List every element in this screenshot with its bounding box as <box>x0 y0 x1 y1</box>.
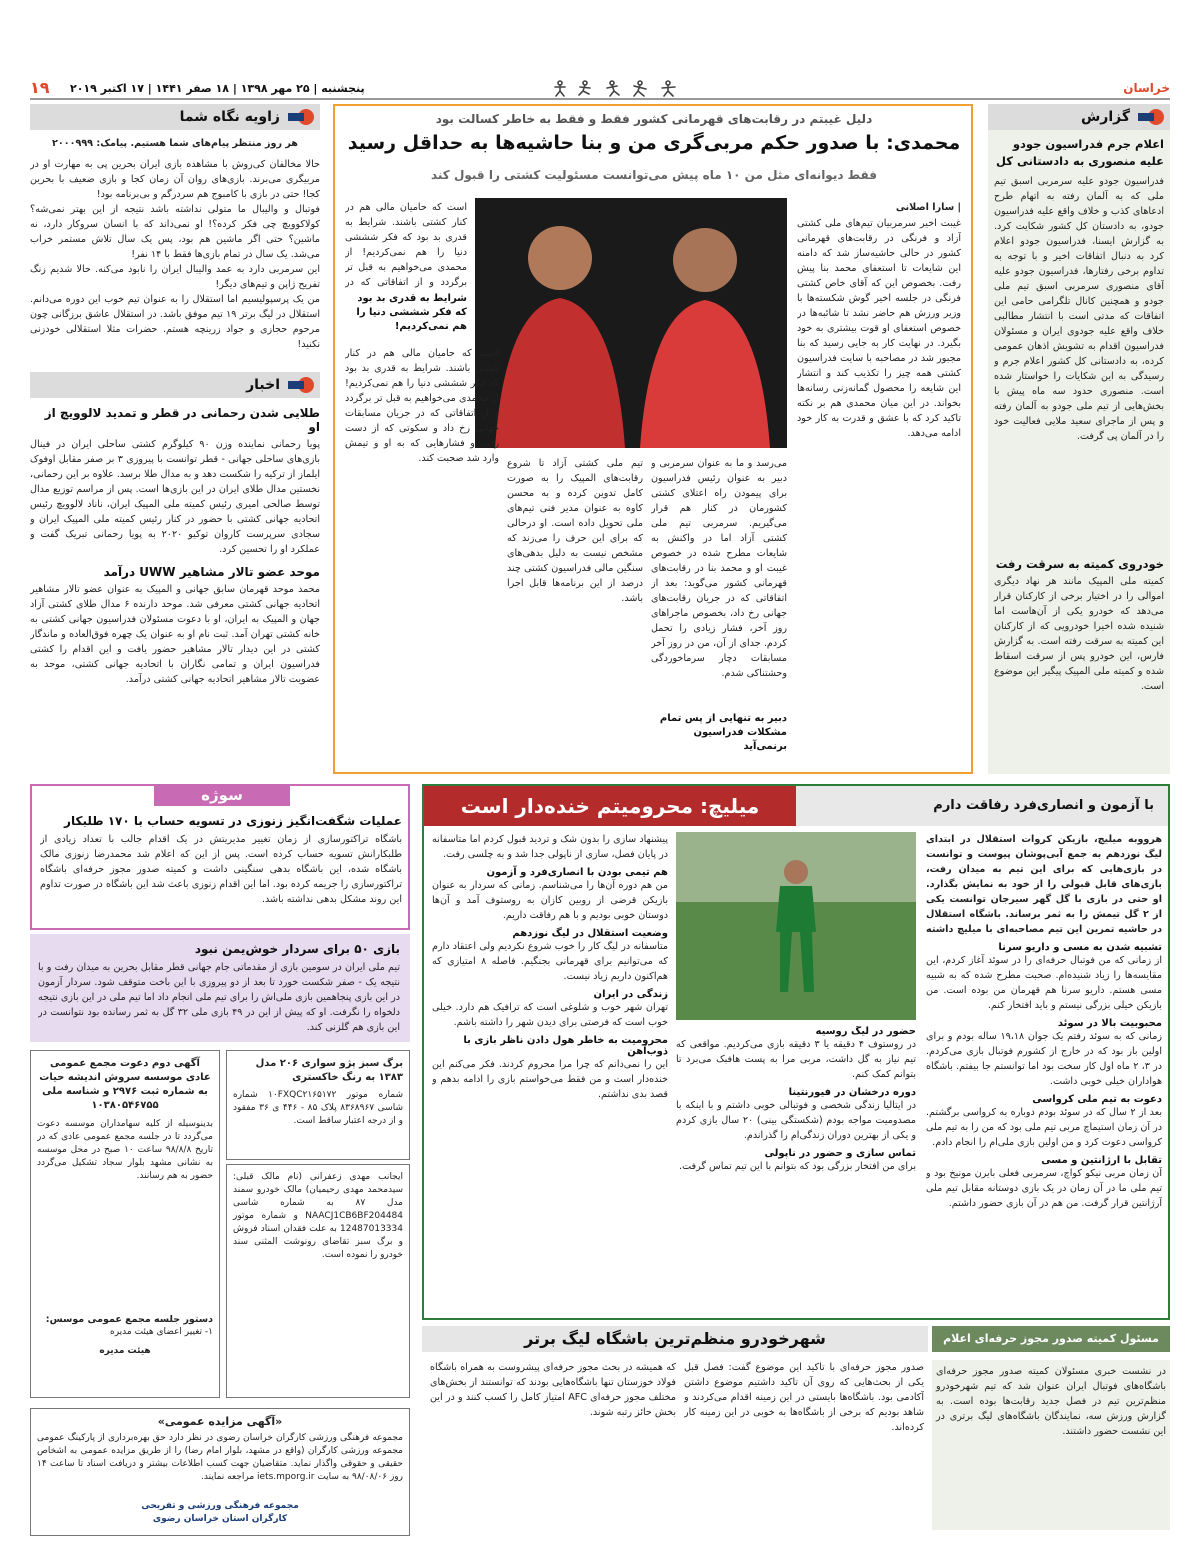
melich-title-bar <box>424 786 796 826</box>
melich-left-a1: من هم دوره آن‌ها را می‌شناسم. زمانی که سردار به عنوان بازیکن قرضی از روبین کازان به روستوف آمد و آن‌ها دوستان خوبی بودیم و با هم رفاقت داریم. <box>432 880 668 921</box>
feature-col-1: غیبت اخیر سرمربیان تیم‌های ملی کشتی آزاد و فرنگی در رقابت‌های قهرمانی کشور در حالی حاشیه‌ساز شد که دامنه این شایعات تا استعفای محمد بنا پیش رفت. بخصوص این که آقای خاص کشتی فرنگی در جلسه اخیر گوش شکسته‌ها با وزیر ورزش هم حاضر نشد تا شائبه‌ها در خصوص استعفای او قوت بیشتری به خود بگیرد. در نهایت کار به جایی رسید که بنا مجبور شد در مصاحبه با سایت فدراسیون کشتی همه چیز را تکذیب کند و انتشار این شایعه را محصول گمانه‌زنی رسانه‌ها بخواند. در این میان محمدی هم بر نکته تاکید کرد که با عشق و قدرت به کار خود ادامه می‌دهد. <box>797 218 961 439</box>
point-of-view-box <box>30 104 320 366</box>
melich-left-q2: وضعیت استقلال در لیگ نوزدهم <box>512 928 668 939</box>
melich-left-a4: این را نمی‌دانم که چرا مرا محروم کردند. فکر می‌کنم این خنده‌دار است و من فقط می‌خواستم بازی را ادامه بدهم و قصد بدی نداشتم. <box>432 1059 668 1100</box>
brand-logo <box>1092 78 1170 98</box>
news-item-2-title: موحد عضو تالار مشاهیر UWW درآمد <box>103 565 320 579</box>
notice-auction <box>30 1408 410 1536</box>
melich-left-q4: محرومیت به خاطر هول دادن ناظر بازی با ذوب‌آهن <box>463 1035 668 1057</box>
speech-logo-icon <box>286 108 314 126</box>
point-of-view-intro: هر روز منتظر پیام‌های شما هستیم. پیامک: ۲۰۰۰۹۹۹ <box>52 138 298 149</box>
feature-col-2: می‌رسد و ما به عنوان سرمربی و دبیر به عنوان رئیس فدراسیون برای پیمودن راه اعتلای کشتی کشورمان در کنار هم قرار می‌گیریم. سرمربی تیم ملی کشتی آزاد اما در واکنش به شایعات مطرح شده در خصوص غیبت او و محمد بنا در رقابت‌های قهرمانی کشور می‌گوید: بعد از اتفاقاتی که در جریان رقابت‌های جهانی رخ داد، بخصوص ماجراهای روز آخر، فشار زیادی را تحمل کردم. جدای از آن، من در روز آخر مسابقات دچار سرماخوردگی وحشتناکی شدم. <box>651 458 787 679</box>
melich-kicker-bar <box>796 786 1168 826</box>
news-box <box>30 372 320 772</box>
speech-logo-icon <box>286 376 314 394</box>
soozheh-sub-title: بازی ۵۰ برای سردار خوش‌یمن نبود <box>194 942 400 956</box>
coaches-photo <box>475 198 787 448</box>
notice-auction-org: مجموعه فرهنگی ورزشی و تفریحی <box>141 1501 299 1511</box>
shahr-khodro-col-3: که همیشه در بحث مجوز حرفه‌ای پیشروست به همراه باشگاه فولاد خوزستان تنها باشگاه‌هایی بودند که توانستند از بخش‌های مختلف مجوز حرفه‌ای AFC امتیاز کامل را کسب کنند و در این بخش حائز رتبه شوند. <box>430 1362 676 1418</box>
sport-pictogram-strip <box>550 79 690 97</box>
report-body: فدراسیون جودو علیه سرمربی اسبق تیم ملی که به آلمان رفته به اتهام طرح ادعاهای کذب و خلاف واقع علیه فدراسیون جودو، به دادستان کل کشور شکایت کرد. به گزارش ایسنا، فدراسیون جودو اعلام کرد به دنبال اتفاقات اخیر و با توجه به تداوم برخی رفتارها، فدراسیون جودو علیه آقای منصوری سرمربی اسبق تیم ملی جودو و همچنین کانال تلگرامی حامی این اتفاقات که مدتی است با انتشار مطالبی خلاف واقع علیه جودوی ایران و مسئولان فدراسیون اقدام به تشویش اذهان عمومی کرده، به دادستانی کل کشور اعلام جرم و رسیدگی به این شکایات را خواستار شده است. منصوری حدود سه ماه پیش با بخش‌هایی از تیم ملی جودو به آلمان رفته و پس از ماجرای سعید ملایی فعالیت خود را در آلمان پی گرفت. <box>994 176 1164 442</box>
melich-q3: دعوت به تیم ملی کرواسی <box>1032 1094 1162 1105</box>
melich-interview <box>422 784 1170 1320</box>
melich-left-q1: هم تیمی بودن با انصاری‌فرد و آزمون <box>486 867 668 878</box>
melich-left-a2: متاسفانه در لیگ کار را خوب شروع نکردیم ولی اعتقاد دارم که می‌توانیم برای قهرمانی بجنگیم. فاصله ۸ امتیازی که هم‌اکنون داریم زیاد نیست. <box>432 941 668 982</box>
melich-title: میلیچ: محرومیتم خنده‌دار است <box>460 794 760 818</box>
feature-title: محمدی: با صدور حکم مربی‌گری من و بنا حاشیه‌ها به حداقل رسید <box>347 132 961 154</box>
melich-mid-q3: تماس سازی و حضور در ناپولی <box>764 1148 916 1159</box>
soozheh-body: باشگاه تراکتورسازی از زمان تغییر مدیریتش در یک اقدام جالب با تعداد زیادی از طلبکارانش تسویه حساب کرده است. پس از این که اعلام شد محمدرضا زنوزی مالک باشگاه شده، این باشگاه بدهی سنگینی داشت و کمیته صدور مجوز حرفه‌ای باشگاه تراکتورسازی را جریمه کرده بود. اما این اقدام زنوزی باعث شد این باشگاه در صورت تداوم این روند مشکل بدهی نداشته باشد. <box>40 834 402 905</box>
melich-mid-a1: در روستوف ۴ دقیقه یا ۳ دقیقه بازی می‌کردیم. مواقعی که تیم نیاز به گل داشت، مربی مرا به پست هافبک می‌برد تا بتوانم کمک کنم. <box>676 1039 916 1080</box>
melich-a2: زمانی که به سوئد رفتم یک جوان ۱۹،۱۸ ساله بودم و برای اولین بار بود که در خارج از کشورم فوتبال بازی می‌کردم. در ۳، ۲ ماه اول کار سخت بود اما توانستم جا بیفتم. باشگاه هواداران خیلی خوبی داشت. <box>926 1031 1162 1087</box>
feature-bold-2: دبیر به تنهایی از پس تمام مشکلات فدراسیون برنمی‌آید <box>659 713 787 752</box>
melich-left-a3: تهران شهر خوب و شلوغی است که ترافیک هم دارد. خیلی خوب است که فرصتی برای دیدن شهر را داشته باشم. <box>432 1002 668 1028</box>
shahr-khodro-col-1: در نشست خبری مسئولان کمیته صدور مجوز حرفه‌ای باشگاه‌های فوتبال ایران عنوان شد که تیم شهرخودرو منظم‌ترین تیم در فصل جدید رقابت‌ها بوده است. به گزارش ورزش سه، نمایندگان باشگاه‌های لیگ برتری در این نشست حضور داشتند. <box>932 1360 1170 1530</box>
feature-bold-quote: شرایط به قدری بد بود که فکر شششی دنیا را هم نمی‌کردیم! <box>356 293 467 332</box>
notice-car-title: برگ سبز پژو سواری ۲۰۶ مدل ۱۳۸۳ به رنگ خاکستری <box>255 1058 403 1083</box>
notice-assembly-title: آگهی دوم دعوت مجمع عمومی عادی موسسه سروش اندیشه حیات به شماره ثبت ۲۹۷۶ و شناسه ملی ۱۰۳۸۰۵۴۶۷۵۵ <box>39 1058 211 1111</box>
feature-deck: فقط دیوانه‌ای مثل من ۱۰ ماه پیش می‌توانست مسئولیت کشتی را قبول کند <box>430 168 878 182</box>
news-item-1-body: پویا رحمانی نماینده وزن ۹۰ کیلوگرم کشتی ساحلی ایران در فینال بازی‌های ساحلی جهانی - قطر توانست با پیروزی ۳ بر صفر مقابل اوفوک ایلماز از ترکیه را شکست دهد و به مدال طلا برسد. علاوه بر این رحمانی، نخستین مدال طلای ایران در این بازی‌ها است. پس از مراسم توزیع مدال توسط صالحی امیری رئیس کمیته ملی المپیک ایران، ناناد لالوویچ رئیس اتحادیه جهانی کشتی با حضور در کنار رئیس کمیته ملی المپیک ایران و سجادی سرپرست کاروان توکیو ۲۰۲۰ به پویا رحمانی تبریک گفت و عملکرد او را تحسین کرد. <box>30 439 320 555</box>
melich-col-right <box>926 832 1162 1316</box>
melich-mid-a2: در ایتالیا زندگی شخصی و فوتبالی خوبی داشتم و با اینکه با مصدومیت مواجه بودم (شکستگی بینی) ۲۰ سال بازی کردم و یکی از بهترین دوران زندگی‌ام را گذراندم. <box>676 1100 916 1141</box>
feature-col-4: است که حامیان مالی هم در کنار کشتی باشند. شرایط به قدری بد بود که فکر شششی دنیا را هم نمی‌کردیم! از محمدی می‌خواهیم به قبل تر برگردد و از اتفاقاتی که در <box>345 202 467 288</box>
notice-assembly <box>30 1050 220 1398</box>
pov-item-2: فوتبال و والیبال ما متولی نداشته باشد نتیجه از این بهتر نمی‌شه؟ کولاکوویچ چی فکر کرده؟! او نمی‌داند که با انسان سروکار دارد، نه ماشین؟ حتی اگر ماشین هم بود، پس یک سال تلاش مستمر خراب می‌شد. یک سال در تمام بازی‌ها فقط با ۱۴ نفر! <box>30 204 320 260</box>
melich-q1: تشبیه شدن به مسی و داریو سرنا <box>998 942 1162 953</box>
notice-auction-org-2: کارگران استان خراسان رضوی <box>152 1514 288 1524</box>
notice-assembly-item: ۱- تغییر اعضای هیئت مدیره <box>110 1327 213 1337</box>
notice-car <box>226 1050 410 1160</box>
melich-a3: بعد از ۲ سال که در سوئد بودم دوباره به کرواسی برگشتم. در آن زمان استیماچ مربی تیم ملی بود که من را به تیم ملی کرواسی دعوت کرد و من اولین بازی ملی‌ام را انجام دادم. <box>926 1107 1162 1148</box>
page-header <box>30 78 1170 100</box>
brand-name: خراسان <box>1123 81 1170 95</box>
soozheh-sub-box <box>30 934 410 1042</box>
melich-intro: هرووبه میلیچ، بازیکن کروات استقلال در ابتدای لیگ نوزدهم به جمع آبی‌پوشان پیوست و توانست در بازی‌هایی که برای این تیم به میدان رفت، بازی‌های قابل قبولی را از خود به نمایش بگذارد. او حتی در بازی با گل گهر سیرجان توانست یکی از ۲ گل تیمش را به ثمر برساند. باشگاه استقلال در حاشیه تمرین این تیم مصاحبه‌ای با میلیچ داشته <box>926 834 1162 935</box>
notice-auction-body: مجموعه فرهنگی ورزشی کارگران خراسان رضوی در نظر دارد حق بهره‌برداری از پارکینگ عمومی مجموعه ورزشی کارگران (واقع در مشهد، بلوار امام رضا) را از طریق مزایده عمومی به اشخاص حقیقی و حقوقی واگذار نماید. متقاضیان جهت کسب اطلاعات بیشتر و دریافت اسناد تا ساعت ۱۴ روز ۹۸/۰۸/۰۶ به سایت iets.mporg.ir مراجعه نمایند. <box>37 1433 403 1482</box>
melich-col-mid <box>676 1026 916 1316</box>
soozheh-box <box>30 784 410 930</box>
soozheh-label: سوژه <box>154 784 290 806</box>
page-number: ۱۹ <box>30 78 50 97</box>
feature-col-5: است که حامیان مالی هم در کنار کشتی باشند. شرایط به قدری بد بود که فکر شششی دنیا را هم نمی‌کردیم! از محمدی می‌خواهیم به قبل تر برگردد و از اتفاقاتی که در جریان مسابقات جهانی رخ داد و سکوتی که از دست رفت و فشارهایی که به او و تیمش وارد شد صحبت کند. <box>345 348 499 464</box>
melich-mid-q1: حضور در لیگ روسیه <box>815 1026 916 1037</box>
shahr-khodro-article <box>422 1326 1170 1536</box>
melich-photo <box>676 832 916 1020</box>
pov-item-1: حالا مخالفان کی‌روش با مشاهده بازی ایران بحرین پی به مهارت او در مربیگری می‌برند. بازی‌های روان آن زمان کجا و بازی ضعیف با بحرین کجا! حتی در بازی با کامبوج هم سردرگم و بی‌برنامه بود! <box>30 159 320 200</box>
melich-mid-a3: برای من افتخار بزرگی بود که بتوانم با این تیم تماس گرفت. <box>679 1161 916 1172</box>
issue-date: پنجشنبه | ۲۵ مهر ۱۳۹۸ | ۱۸ صفر ۱۴۴۱ | ۱۷ اکتبر ۲۰۱۹ <box>70 82 365 95</box>
melich-left-q3: زندگی در ایران <box>593 989 668 1000</box>
melich-col-left <box>432 832 668 1316</box>
melich-q2: محبوبیت بالا در سوئد <box>1057 1018 1162 1029</box>
shahr-khodro-title-bar <box>422 1326 928 1352</box>
report-label: گزارش <box>988 104 1170 130</box>
melich-kicker: با آزمون و انصاری‌فرد رفاقت دارم <box>933 798 1154 813</box>
notice-assembly-board: هیئت مدیره <box>99 1346 151 1356</box>
soozheh-title: عملیات شگفت‌انگیز زنوزی در تسویه حساب با ۱۷۰ طلبکار <box>64 814 402 828</box>
report-sub-title: خودروی کمیته به سرقت رفت <box>995 557 1164 571</box>
pov-item-4: من یک پرسپولیسیم اما استقلال را به عنوان تیم خوب این دوره می‌دانم. استقلال در لیگ برتر ۱۹ تیم موفق باشد. در استقلال عاشق برزگانی چون مرحوم حجازی و جواد زرینچه هستم. حضرات مثلا استقلالی خودزنی نکنید! <box>30 294 320 350</box>
notice-car-2 <box>226 1164 410 1398</box>
feature-col-3: تیم ملی کشتی آزاد تا شروع رقابت‌های المپیک را به صورت کامل تدوین کرده و به محسن کاوه به عنوان مدیر فنی تیم‌های ملی تحویل داده است. او درحالی که برای این حرف را می‌زند که مشخص نیست به دلیل بدهی‌های سنگین مالی فدراسیون کشتی چند درصد از این برنامه‌ها قابل اجرا باشد. <box>507 458 643 604</box>
notice-car-2-body: ایجانب مهدی زعفرانی (نام مالک قبلی: سیدمحمد مهدی رحیمیان) مالک خودرو سمند مدل ۸۷ به شماره شاسی NAACJ1CB6BF204484 و شماره موتور 12487013334 به علت فقدان اسناد فروش و برگ سبز تقاضای رونوشت المثنی سند خودرو را نموده است. <box>233 1172 403 1260</box>
notice-assembly-agenda: دستور جلسه مجمع عمومی موسس: <box>45 1314 213 1325</box>
shahr-khodro-label: مسئول کمیته صدور مجوز حرفه‌ای اعلام <box>943 1332 1159 1345</box>
notice-auction-title: «آگهی مزایده عمومی» <box>157 1415 283 1428</box>
melich-left-top: پیشنهاد سازی را بدون شک و تردید قبول کردم اما متاسفانه در پایان فصل، سازی از ناپولی جدا شد و به چلسی رفت. <box>432 834 668 860</box>
notice-car-body: شماره موتور ۱۰FXQC۲۱۶۵۱۷۲ شماره شاسی ۸۳۶۸۹۶۷ پلاک ۸۵ - ۴۴۶ ی ۳۶ مفقود و از درجه اعتبار ساقط است. <box>233 1090 403 1126</box>
feature-kicker: دلیل غیبتم در رقابت‌های قهرمانی کشور فقط و فقط به خاطر کسالت بود <box>435 112 873 126</box>
notice-assembly-body: بدینوسیله از کلیه سهامداران موسسه دعوت می‌گردد تا در جلسه مجمع عمومی عادی که در تاریخ ۹۸/۸/۸ ساعت ۱۰ صبح در محل موسسه به نشانی مشهد بلوار سجاد تشکیل می‌گردد حضور به هم رسانند. <box>37 1119 213 1181</box>
feature-byline: | سارا اصلانی <box>895 202 961 213</box>
speech-logo-icon <box>1136 108 1164 126</box>
shahr-khodro-label-bar <box>932 1326 1170 1352</box>
news-label: اخبار <box>30 372 320 398</box>
shahr-khodro-col-2: صدور مجوز حرفه‌ای با تاکید این موضوع گفت: فصل قبل یکی از بحث‌هایی که روی آن تاکید داشتیم موضوع داشتن آکادمی بود. باشگاه‌ها بایستی در این زمینه اقدام می‌کردند و شاهد بودیم که برخی از باشگاه‌ها به خوبی در این زمینه کار کرده‌اند. <box>684 1362 924 1433</box>
shahr-khodro-title: شهرخودرو منظم‌ترین باشگاه لیگ برتر <box>524 1329 826 1348</box>
news-item-2-body: محمد موحد قهرمان سابق جهانی و المپیک به عنوان عضو تالار مشاهیر اتحادیه جهانی کشتی معرفی شد. موحد دارنده ۶ مدال طلای کشتی آزاد جهان و المپیک به ایران، او با دعوت مسئولان فدراسیون جهانی کشتی به خانه کشتی تهران آمد. ثبت نام او به عنوان یک چهره فوق‌العاده و ماندگار کشتی در این دیدار تالار مشاهیر حضور یافت و این اقدام را کشتی فدراسیون ایران و تمامی نگاران با اتحادیه جهانی کشتی، موحد به عضویت تالار مشاهیر اتحادیه جهانی کشتی درآمد. <box>30 584 320 685</box>
melich-q4: تقابل با ارژانتین و مسی <box>1041 1155 1162 1166</box>
report-box <box>988 104 1170 774</box>
soozheh-sub-body: تیم ملی ایران در سومین بازی از مقدماتی جام جهانی قطر مقابل بحرین به میدان رفت و با نتیجه یک - صفر شکست خورد تا بعد از دو پیروزی با این باخت متوقف شود. سردار آزمون در این بازی پنجاهمین بازی ملی‌اش را برای تیم ملی انجام داد اما تیم ملی در این بازی نتیجه دلخواه را نگرفت. او که پیش از این در ۴۹ بازی ملی ۳۲ گل به ثمر رسانده بود نتوانست در این بازی هم گلزنی کند. <box>38 962 400 1033</box>
news-item-1-title: طلایی شدن رحمانی در قطر و تمدید لالوویچ از او <box>44 406 320 434</box>
melich-mid-q2: دوره درخشان در فیورنتینا <box>788 1087 916 1098</box>
melich-a1: از زمانی که من فوتبال حرفه‌ای را در سوئد آغاز کردم، این مقایسه‌ها را زیاد شنیده‌ام. صحبت مطرح شده که به شبیه مسی هستم. داریو سرنا هم قهرمان من بوده است. من بازیکن خیلی بزرگی نیستم و باید افتخار کنم. <box>926 955 1162 1011</box>
main-feature <box>333 104 973 774</box>
report-sub-body: کمیته ملی المپیک مانند هر نهاد دیگری اموالی را در اختیار برخی از کارکنان قرار می‌دهد که خودرو یکی از آن‌هاست اما شنیده شده اخیرا خودرویی که از کارکنان این کمیته به سرقت رفته است. به گزارش فارس، این خودرو پس از سرقت اسقاط شده و کمیته ملی المپیک پیگیر این موضوع است. <box>994 576 1164 692</box>
pov-item-3: این سرمربی دارد به عمد والیبال ایران را نابود می‌کنه. حالا شدیم زنگ تفریح ژاپن و تیم‌های دیگر! <box>30 264 320 290</box>
melich-a4: آن زمان مربی نیکو کواچ، سرمربی فعلی بایرن مونیخ بود و تیم ملی ما در آن زمان در یک بازی دوستانه مقابل تیم ملی آرژانتین قرار گرفت. من هم در آن بازی حضور داشتم. <box>926 1168 1162 1209</box>
point-of-view-label: زاویه نگاه شما <box>30 104 320 130</box>
report-title: اعلام جرم فدراسیون جودو علیه منصوری به دادستانی کل <box>995 137 1164 168</box>
